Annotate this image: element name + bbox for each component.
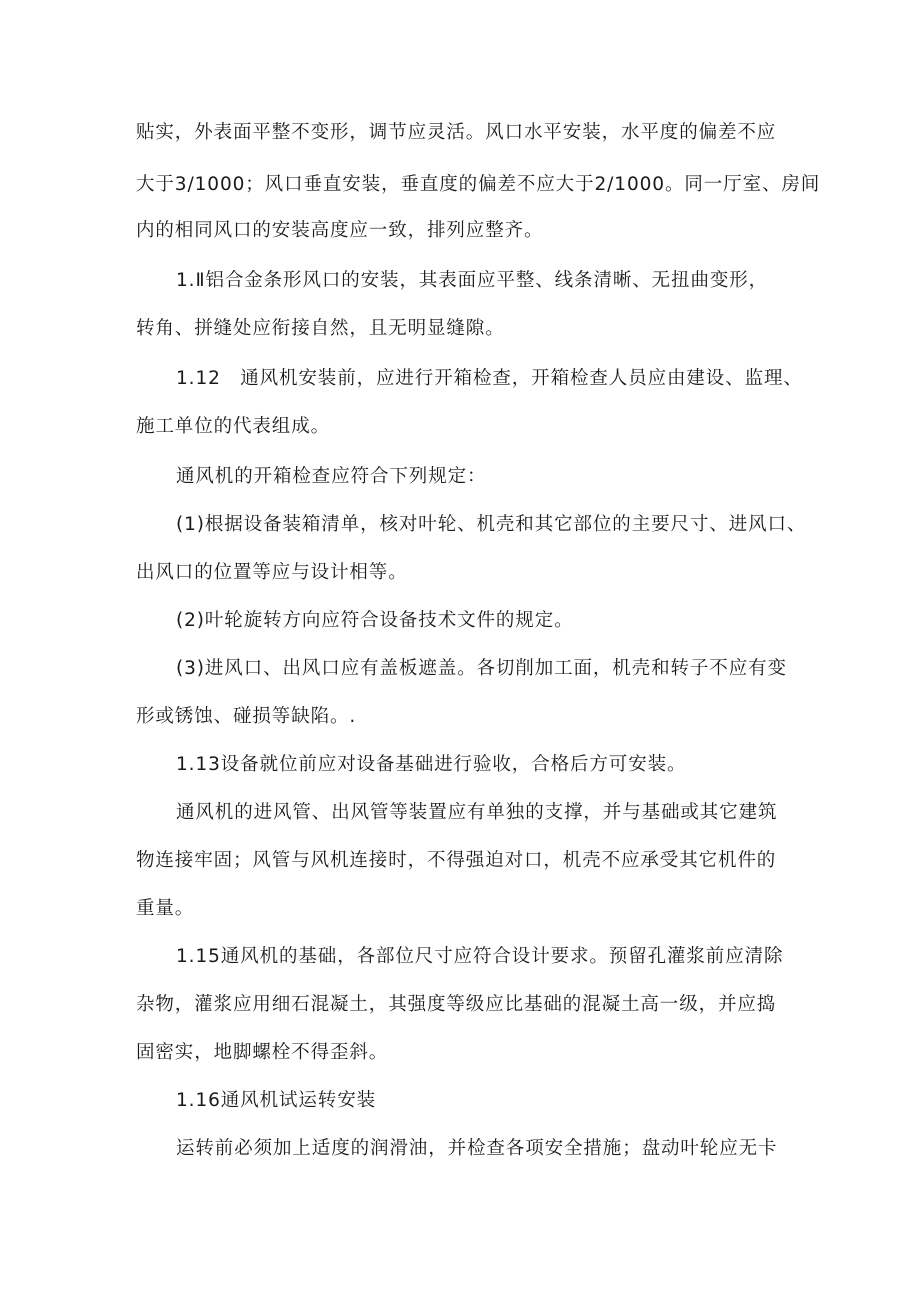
text-line: 1.15通风机的基础，各部位尺寸应符合设计要求。预留孔灌浆前应清除 (176, 946, 784, 967)
text-line: 杂物，灌浆应用细石混凝土，其强度等级应比基础的混凝土高一级，并应捣 (136, 994, 777, 1015)
text-line: 物连接牢固；风管与风机连接时，不得强迫对口，机壳不应承受其它机件的 (136, 850, 777, 871)
text-line: 出风口的位置等应与设计相等。 (136, 562, 408, 583)
text-line: 贴实，外表面平整不变形，调节应灵活。风口水平安装，水平度的偏差不应 (136, 122, 777, 143)
text-line: 转角、拼缝处应衔接自然，且无明显缝隙。 (136, 318, 505, 339)
text-line: 通风机的开箱检查应符合下列规定： (176, 466, 487, 487)
text-line: 重量。 (136, 898, 195, 919)
text-line: (1)根据设备装箱清单，核对叶轮、机壳和其它部位的主要尺寸、进风口、 (176, 514, 807, 535)
text-line: 1.16通风机试运转安装 (176, 1090, 376, 1111)
text-line: 固密实，地脚螺栓不得歪斜。 (136, 1042, 389, 1063)
text-line: 通风机的进风管、出风管等装置应有单独的支撑，并与基础或其它建筑 (176, 802, 778, 823)
text-line: 形或锈蚀、碰损等缺陷。. (136, 706, 357, 727)
text-line: 1.Ⅱ铝合金条形风口的安装，其表面应平整、线条清晰、无扭曲变形， (176, 270, 769, 291)
text-line: 1.12 通风机安装前，应进行开箱检查，开箱检查人员应由建设、监理、 (176, 368, 803, 389)
text-line: 1.13设备就位前应对设备基础进行验收，合格后方可安装。 (176, 754, 687, 775)
text-line: 施工单位的代表组成。 (136, 416, 331, 437)
text-line: 内的相同风口的安装高度应一致，排列应整齐。 (136, 220, 544, 241)
text-line: 运转前必须加上适度的润滑油，并检查各项安全措施；盘动叶轮应无卡 (176, 1138, 778, 1159)
text-line: (3)进风口、出风口应有盖板遮盖。各切削加工面，机壳和转子不应有变 (176, 658, 787, 679)
text-line: 大于3/1000；风口垂直安装，垂直度的偏差不应大于2/1000。同一厅室、房间 (136, 174, 821, 195)
text-line: (2)叶轮旋转方向应符合设备技术文件的规定。 (176, 610, 574, 631)
